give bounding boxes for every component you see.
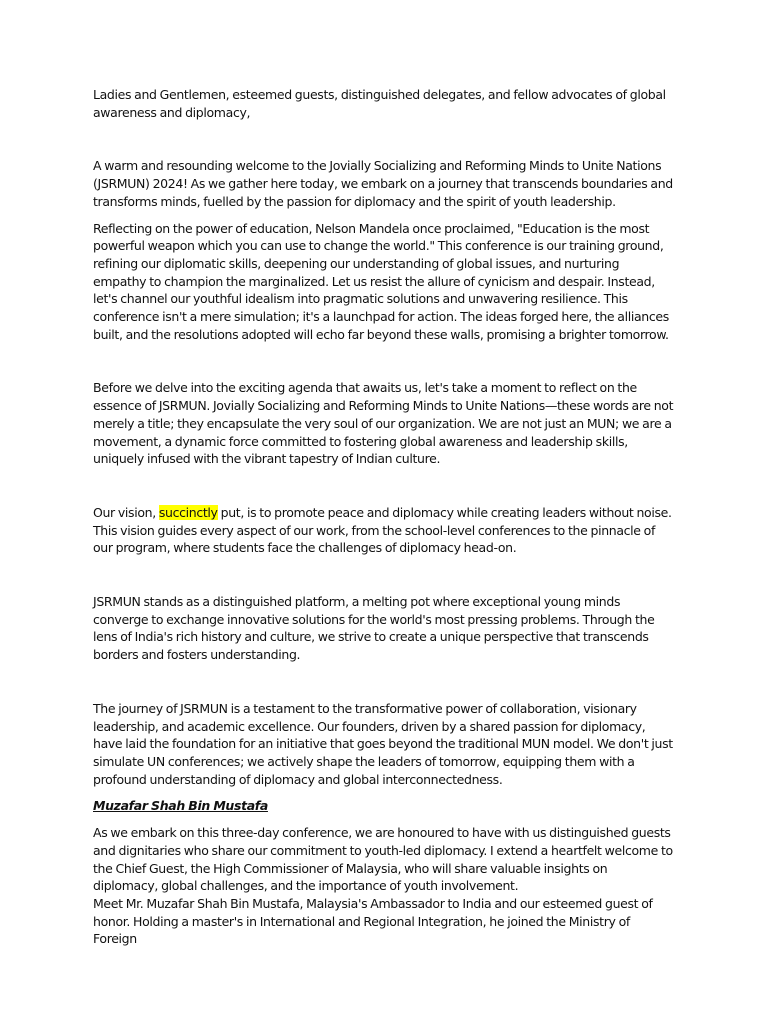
signature-heading: Muzafar Shah Bin Mustafa [93,798,268,814]
ambassador-paragraph: Meet Mr. Muzafar Shah Bin Mustafa, Malaysia's Ambassador to India and our esteemed guest of honor. Holding a master's in International and Regional Integration, he joined the Ministry of Foreign [93,895,653,947]
essence-paragraph: Before we delve into the exciting agenda that awaits us, let's take a moment to reflect on the essence of JSRMUN. Jovially Socializing and Reforming Minds to Unite Nations—these words are not merely a title; they encapsulate the very soul of our organization. We are not just an MUN; we are a movement, a dynamic force committed to fostering global awareness and leadership skills, uniquely infused with the vibrant tapestry of Indian culture. [93,380,674,467]
platform-paragraph: JSRMUN stands as a distinguished platform, a melting pot where exceptional young minds converge to exchange innovative solutions for the world's most pressing problems. Through the lens of India's rich history and culture, we strive to create a unique perspective that transcends borders and fosters understanding. [93,594,655,663]
document-page [93,86,675,948]
guests-paragraph: As we embark on this three-day conference, we are honoured to have with us distinguished guests and dignitaries who share our commitment to youth-led diplomacy. I extend a heartfelt welcome to the Chief Guest, the High Commissioner of Malaysia, who will share valuable insights on diplomacy, global challenges, and the importance of youth involvement. [93,825,673,894]
vision-text-end: put, is to promote peace and diplomacy while creating leaders without noise. This vision guides every aspect of our work, from the school-level conferences to the pinnacle of our program, where students face the challenges of diplomacy head-on. [93,504,672,556]
reflection-paragraph: Reflecting on the power of education, Nelson Mandela once proclaimed, "Education is the most powerful weapon which you can use to change the world." This conference is our training ground, refining our diplomatic skills, deepening our understanding of global issues, and nurturing empathy to champion the marginalized. Let us resist the allure of cynicism and despair. Instead, let's channel our youthful idealism into pragmatic solutions and unwavering resilience. This conference isn't a mere simulation; it's a launchpad for action. The ideas forged here, the alliances built, and the resolutions adopted will echo far beyond these walls, promising a brighter tomorrow. [93,220,669,342]
vision-text-start: Our vision, [93,504,159,520]
journey-paragraph: The journey of JSRMUN is a testament to the transformative power of collaboration, visionary leadership, and academic excellence. Our founders, driven by a shared passion for diplomacy, have laid the foundation for an initiative that goes beyond the traditional MUN model. We don't just simulate UN conferences; we actively shape the leaders of tomorrow, equipping them with a profound understanding of diplomacy and global interconnectedness. [93,700,673,787]
welcome-paragraph: A warm and resounding welcome to the Jovially Socializing and Reforming Minds to Unite Nations (JSRMUN) 2024! As we gather here today, we embark on a journey that transcends boundaries and transforms minds, fuelled by the passion for diplomacy and the spirit of youth leadership. [93,158,673,209]
vision-paragraph [93,504,675,557]
highlighted-word: succinctly [158,504,218,520]
salutation-paragraph: Ladies and Gentlemen, esteemed guests, distinguished delegates, and fellow advocates of global awareness and diplomacy, [93,87,666,120]
